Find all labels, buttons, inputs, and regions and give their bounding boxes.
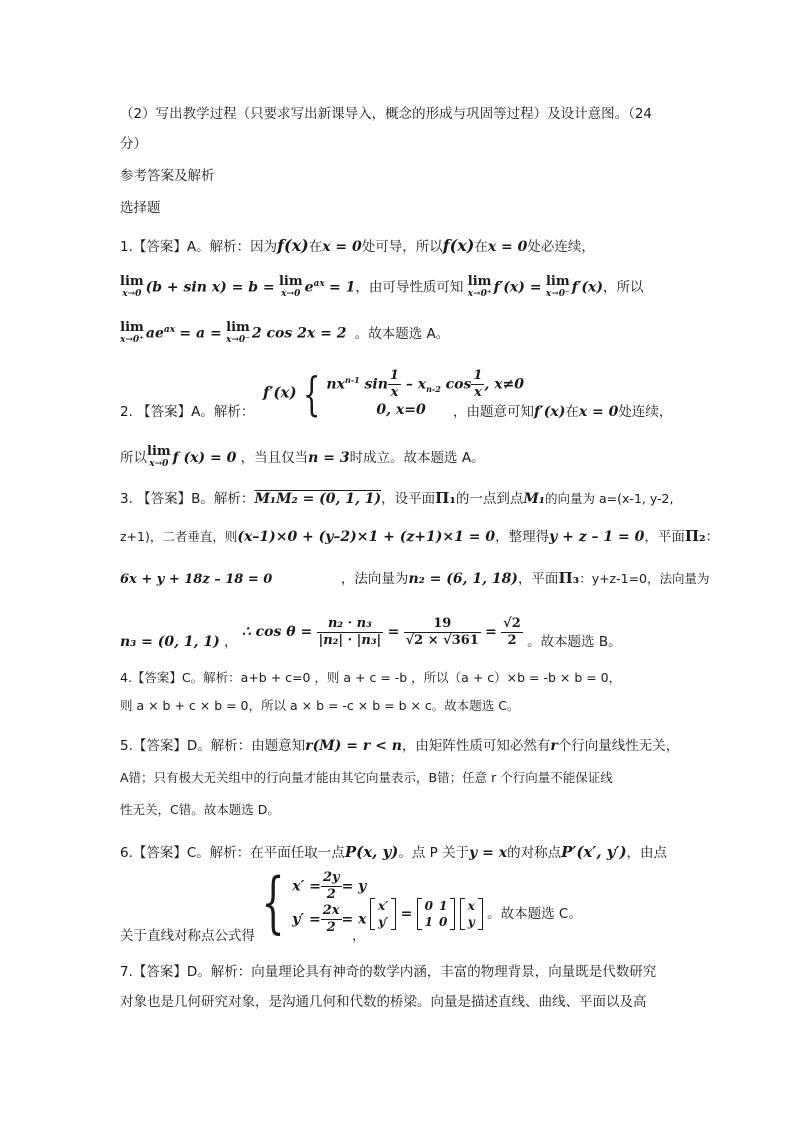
limit: lim x→0⁻ — [225, 319, 250, 345]
answer-2-line-1: 2. 【答案】A。解析： ，由题意可知f′(x)在x = 0处连续， — [120, 404, 673, 420]
answer-1-line-1: 1.【答案】A。解析：因为f(x)在x = 0处可导，所以f(x)在x = 0处必连续， — [120, 236, 595, 255]
answer-5-line-3: 性无关，C错。故本题选 D。 — [120, 802, 280, 817]
question-part-2 — [120, 104, 652, 124]
limit: lim x→0 — [147, 444, 171, 469]
symmetry-system: { x′ = $\frac{2y}{2}$ = y y′ = $\frac{2x}{2}$ = x — [261, 864, 367, 941]
limit: lim x→0⁻ — [545, 273, 570, 299]
answer-4-line-1: 4.【答案】C。解析：a+b + c=0 ，则 a + c = -b ，所以（a + c）×b = -b × b = 0， — [120, 670, 622, 685]
answer-3-line-4: n₃ = (0, 1, 1) ， ∴ cos θ = $\frac{\text{n₂ · n₃}}{\text{|n₂| · |n₃|}}$ = $\frac{19}{√2 \times √361}$ = $\frac{√2}{2}$ 。故本题选 B。 — [120, 615, 622, 650]
question-part-2-cont — [120, 134, 147, 154]
limit: lim x→0⁺ — [467, 273, 492, 299]
cos-fraction: $\frac{\text{n₂ · n₃}}{\text{|n₂| · |n₃|}}$ — [318, 615, 382, 648]
paragraph-text: （2）写出教学过程（只要求写出新课导入，概念的形成与巩固等过程）及设计意图。（24 — [120, 106, 653, 122]
answer-2-piecewise: f′(x) { $nx^{n-1}$ sin $\frac{1}{x}$ – $x_{n-2}$ cos $\frac{1}{x}$ , x≠0 0, x=0 — [263, 366, 525, 421]
answer-2-line-2: 所以 lim x→0 f (x) = 0 ，当且仅当n = 3时成立。故本题选 A。 — [120, 444, 485, 469]
limit: lim x→0⁺ — [120, 319, 144, 345]
reference-answer-title: 参考答案及解析 — [120, 168, 215, 184]
answer-1-line-2: lim x→0 (b + sin x) = b = lim x→0 $e^{ax} = 1$，由可导性质可知 lim x→0⁺ f′(x) = lim x→0⁻ f′(x)，所以 — [120, 273, 644, 299]
value-fraction: $\frac{19}{√2 \times √361}$ — [405, 615, 479, 648]
limit: lim x→0 — [278, 273, 303, 299]
result-fraction: $\frac{√2}{2}$ — [503, 615, 521, 648]
document-page: （2）写出教学过程（只要求写出新课导入，概念的形成与巩固等过程）及设计意图。（24 分） 参考答案及解析 选择题 1.【答案】A。解析：因为f(x)在x = 0处可导，所以f(x)在x = 0处必连续， lim x→0 (b + sin x) = b = lim x→0 $e^{ax} = 1$，由可导性质可知 lim x→0⁺ f′(x) = lim x→0⁻ f′(x)，所以 lim x→0⁺ $ae^{ax} = a$ = lim x→0⁻ 2 cos 2x = 2 。故本题选 A。 f′(x) { $nx^{n-1}$ sin $\frac{1}{x}$ – $x_{n-2}$ cos $\frac{1}{x}$ , x≠0 0, x=0 2. 【答案】A。解析： ，由题意可知f′(x)在x = 0处连续， 所以 lim x→0 f (x) = 0 ，当且仅当n = 3时成立。故本题选 A。 3. 【答案】B。解析：M₁M₂ = (0, 1, 1)，设平面Π₁的一点到点M₁的向量为 a=(x-1, y-2, z+1)，二者垂直，则(x–1)×0 + (y–2)×1 + (z+1)×1 = 0，整理得y + z – 1 = 0，平面Π₂： 6x + y + 18z – 18 = 0 ，法向量为n₂ = (6, 1, 18)，平面Π₃：y+z-1=0，法向量为 n₃ = (0, 1, 1) ， ∴ cos θ = $\frac{\text{n₂ · n₃}}{\text{|n₂| · |n₃|}}$ = $\frac{19}{√2 \times √361}$ = $\frac{√2}{2}$ 。故本题选 B。 4.【答案】C。解析：a+b + c=0 ，则 a + c = -b ，所以（a + c）×b = -b × b = 0， 则 a × b + c × b = 0，所以 a × b = -c × b = b × c。故本题选 C。 5.【答案】D。解析：由题意知r(M) = r < n，由矩阵性质可知必然有r个行向量线性无关， A错；只有极大无关组中的行向量才能由其它向量表示，B错；任意 r 个行向量不能保证线 性无关，C错。故本题选 D。 6.【答案】C。解析：在平面任取一点P(x, y)。点 P 关于y = x的对称点P′(x′, y′)，由点 关于直线对称点公式得 { x′ = $\frac{2y}{2}$ = y y′ = $\frac{2x}{2}$ = x ， x′ y′ = 0 1 1 0 x y 。故本题选 C。 7.【答案】D。解析：向量理论具有神奇的数学内涵，丰富的物理背景，向量既是代数研究 对象也是几何研究对象，是沟通几何和代数的桥梁。向量是描述直线、曲线、平面以及高 — [120, 106, 720, 1010]
matrix-equation: x′ y′ = 0 1 1 0 x y 。故本题选 C。 — [370, 898, 582, 930]
math-fx: f(x) — [442, 236, 475, 255]
math-x0: x = 0 — [487, 239, 528, 255]
section-heading: 选择题 — [120, 200, 161, 216]
paragraph-text: 分） — [120, 136, 147, 152]
answer-3-line-3: 6x + y + 18z – 18 = 0 ，法向量为n₂ = (6, 1, 18)，平面Π₃：y+z-1=0，法向量为 — [120, 569, 710, 587]
left-brace: { — [302, 366, 321, 421]
math-x0: x = 0 — [322, 239, 362, 255]
answer-7-line-1: 7.【答案】D。解析：向量理论具有神奇的数学内涵，丰富的物理背景，向量既是代数研究 — [120, 964, 657, 980]
math-fx: f(x) — [277, 236, 309, 255]
answer-4-line-2: 则 a × b + c × b = 0，所以 a × b = -c × b = b × c。故本题选 C。 — [120, 698, 520, 713]
answer-1-line-3: lim x→0⁺ $ae^{ax} = a$ = lim x→0⁻ 2 cos 2x = 2 。故本题选 A。 — [120, 319, 450, 345]
answer-7-line-2: 对象也是几何研究对象，是沟通几何和代数的桥梁。向量是描述直线、曲线、平面以及高 — [120, 994, 647, 1010]
answer-3-line-2: z+1)，二者垂直，则(x–1)×0 + (y–2)×1 + (z+1)×1 = 0，整理得y + z – 1 = 0，平面Π₂： — [120, 527, 720, 545]
answer-5-line-1: 5.【答案】D。解析：由题意知r(M) = r < n，由矩阵性质可知必然有r个行向量线性无关， — [120, 738, 680, 754]
answer-3-line-1: 3. 【答案】B。解析：M₁M₂ = (0, 1, 1)，设平面Π₁的一点到点M₁的向量为 a=(x-1, y-2, — [120, 489, 674, 507]
limit: lim x→0 — [120, 273, 144, 299]
answer-6-line-1: 6.【答案】C。解析：在平面任取一点P(x, y)。点 P 关于y = x的对称点P′(x′, y′)，由点 — [120, 843, 668, 861]
answer-5-line-2: A错；只有极大无关组中的行向量才能由其它向量表示，B错；任意 r 个行向量不能保证线 — [120, 770, 613, 785]
